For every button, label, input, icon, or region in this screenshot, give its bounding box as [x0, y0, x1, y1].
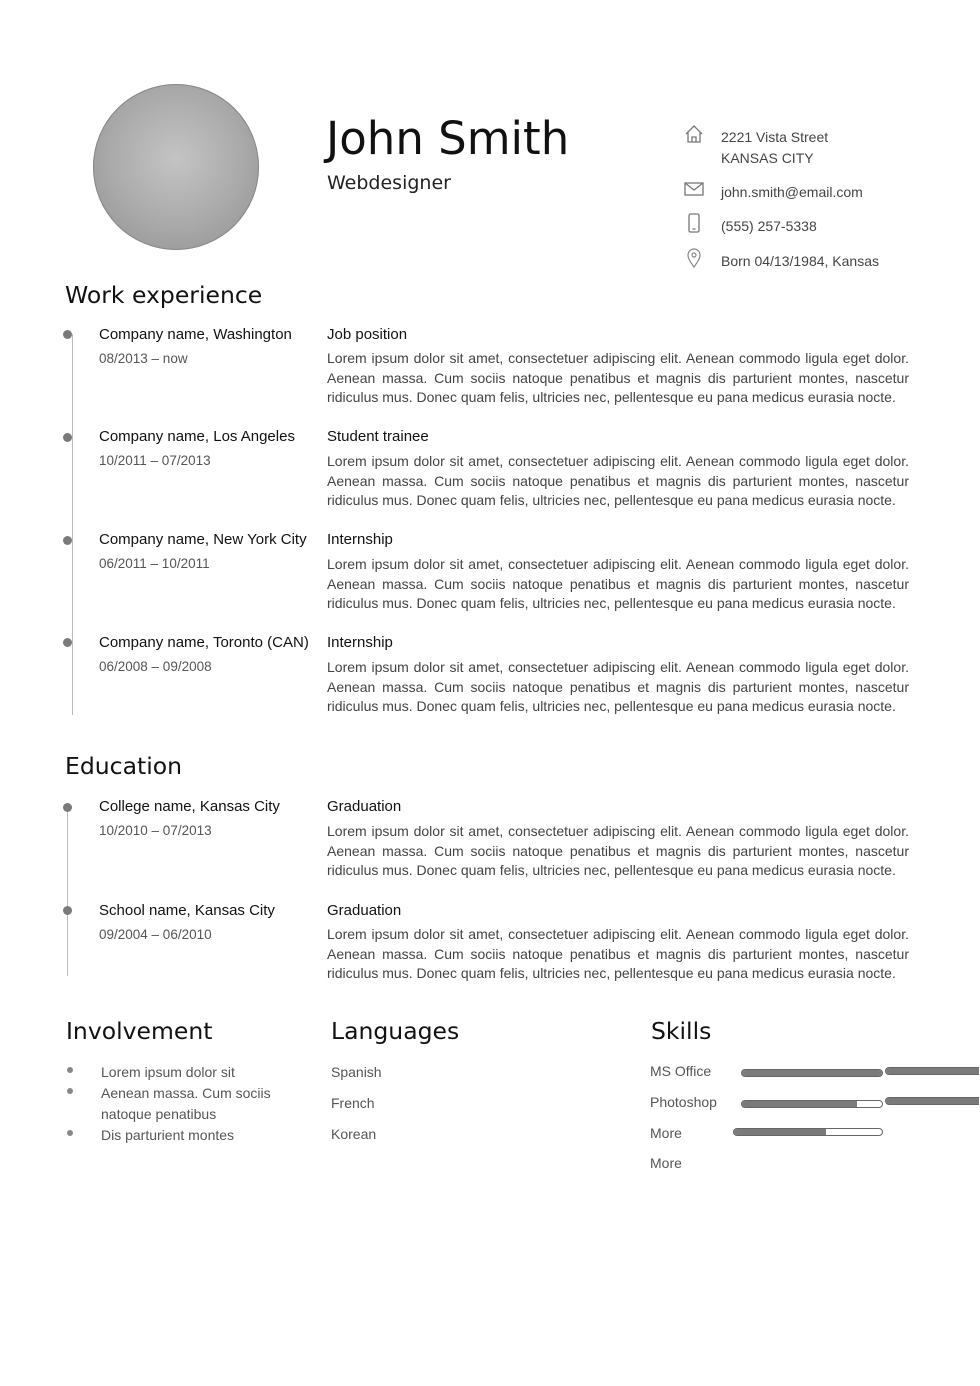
skill-label: More	[650, 1125, 682, 1141]
company-name: Company name, New York City	[99, 531, 307, 548]
job-description: Lorem ipsum dolor sit amet, consectetuer adipiscing elit. Aenean commodo ligula eget dolor. Aenean massa. Cum sociis natoque penatibus et magnis dis parturient montes, nascetur ridiculus mus. Donec quam felis, ultricies nec, pellentesque eu pana medicus eurasia nocte.	[327, 350, 909, 405]
full-name: John Smith	[326, 112, 570, 165]
job-title: Webdesigner	[327, 172, 451, 194]
language-item: Korean	[331, 1126, 377, 1142]
profile-photo	[93, 84, 259, 250]
education-description: Lorem ipsum dolor sit amet, consectetuer adipiscing elit. Aenean commodo ligula eget dolor. Aenean massa. Cum sociis natoque penatibus et magnis dis parturient montes, nascetur ridiculus mus. Donec quam felis, ultricies nec, pellentesque eu pana medicus eurasia nocte.	[327, 823, 909, 878]
education-timeline-line	[67, 806, 68, 976]
skill-bar-overflow-fill	[886, 1098, 979, 1104]
timeline-dot	[63, 433, 72, 442]
skill-label: More	[650, 1155, 682, 1171]
skill-bar	[733, 1128, 883, 1136]
timeline-dot	[63, 906, 72, 915]
timeline-dot	[63, 330, 72, 339]
skill-bar-overflow	[885, 1067, 979, 1075]
bullet	[67, 1130, 73, 1136]
date-range: 09/2004 – 06/2010	[99, 927, 212, 942]
skill-label: Photoshop	[650, 1094, 717, 1110]
work-timeline-line	[72, 334, 73, 715]
involvement-heading: Involvement	[66, 1017, 213, 1045]
involvement-item: Dis parturient montes	[101, 1127, 235, 1143]
job-description: Lorem ipsum dolor sit amet, consectetuer adipiscing elit. Aenean commodo ligula eget dolor. Aenean massa. Cum sociis natoque penatibus et magnis dis parturient montes, nascetur ridiculus mus. Donec quam felis, ultricies nec, pellentesque eu pana medicus eurasia nocte.	[327, 659, 909, 714]
birth-info: Born 04/13/1984, Kansas	[721, 253, 880, 269]
date-range: 10/2010 – 07/2013	[99, 823, 212, 838]
skill-bar	[741, 1100, 883, 1108]
degree: Graduation	[327, 798, 402, 815]
language-item: Spanish	[331, 1064, 382, 1080]
language-item: French	[331, 1095, 375, 1111]
timeline-dot	[63, 536, 72, 545]
date-range: 10/2011 – 07/2013	[99, 453, 211, 468]
involvement-item: Aenean massa. Cum sociis natoque penatibus	[101, 1085, 271, 1122]
date-range: 06/2008 – 09/2008	[99, 659, 212, 674]
timeline-dot	[63, 803, 72, 812]
job-description: Lorem ipsum dolor sit amet, consectetuer adipiscing elit. Aenean commodo ligula eget dolor. Aenean massa. Cum sociis natoque penatibus et magnis dis parturient montes, nascetur ridiculus mus. Donec quam felis, ultricies nec, pellentesque eu pana medicus eurasia nocte.	[327, 556, 909, 611]
skill-bar-fill	[742, 1070, 882, 1076]
phone[interactable]: (555) 257-5338	[721, 218, 817, 234]
skill-bar-overflow	[885, 1097, 979, 1105]
address-line2: KANSAS CITY	[721, 150, 814, 166]
company-name: Company name, Los Angeles	[99, 428, 295, 445]
date-range: 06/2011 – 10/2011	[99, 556, 210, 571]
home-icon	[683, 123, 705, 145]
skill-label: MS Office	[650, 1063, 712, 1079]
address-line1: 2221 Vista Street	[721, 129, 829, 145]
skill-bar-fill	[734, 1129, 826, 1135]
education-heading: Education	[65, 752, 182, 780]
skill-bar-fill	[742, 1101, 857, 1107]
date-range: 08/2013 – now	[99, 351, 188, 366]
work-experience-heading: Work experience	[65, 281, 263, 309]
school-name: School name, Kansas City	[99, 902, 275, 919]
job-position: Internship	[327, 531, 393, 548]
skill-bar	[741, 1069, 883, 1077]
bullet	[67, 1088, 73, 1094]
timeline-dot	[63, 638, 72, 647]
company-name: Company name, Washington	[99, 326, 292, 343]
location-pin-icon	[683, 247, 705, 269]
email[interactable]: john.smith@email.com	[721, 184, 863, 200]
phone-icon	[683, 212, 705, 234]
involvement-item: Lorem ipsum dolor sit	[101, 1064, 235, 1080]
job-position: Student trainee	[327, 428, 429, 445]
job-description: Lorem ipsum dolor sit amet, consectetuer adipiscing elit. Aenean commodo ligula eget dolor. Aenean massa. Cum sociis natoque penatibus et magnis dis parturient montes, nascetur ridiculus mus. Donec quam felis, ultricies nec, pellentesque eu pana medicus eurasia nocte.	[327, 453, 909, 508]
skill-bar-overflow-fill	[886, 1068, 979, 1074]
education-description: Lorem ipsum dolor sit amet, consectetuer adipiscing elit. Aenean commodo ligula eget dolor. Aenean massa. Cum sociis natoque penatibus et magnis dis parturient montes, nascetur ridiculus mus. Donec quam felis, ultricies nec, pellentesque eu pana medicus eurasia nocte.	[327, 926, 909, 981]
skills-heading: Skills	[651, 1017, 712, 1045]
school-name: College name, Kansas City	[99, 798, 280, 815]
degree: Graduation	[327, 902, 402, 919]
company-name: Company name, Toronto (CAN)	[99, 634, 309, 651]
envelope-icon	[683, 178, 705, 200]
job-position: Internship	[327, 634, 393, 651]
job-position: Job position	[327, 326, 408, 343]
languages-heading: Languages	[331, 1017, 460, 1045]
bullet	[67, 1067, 73, 1073]
